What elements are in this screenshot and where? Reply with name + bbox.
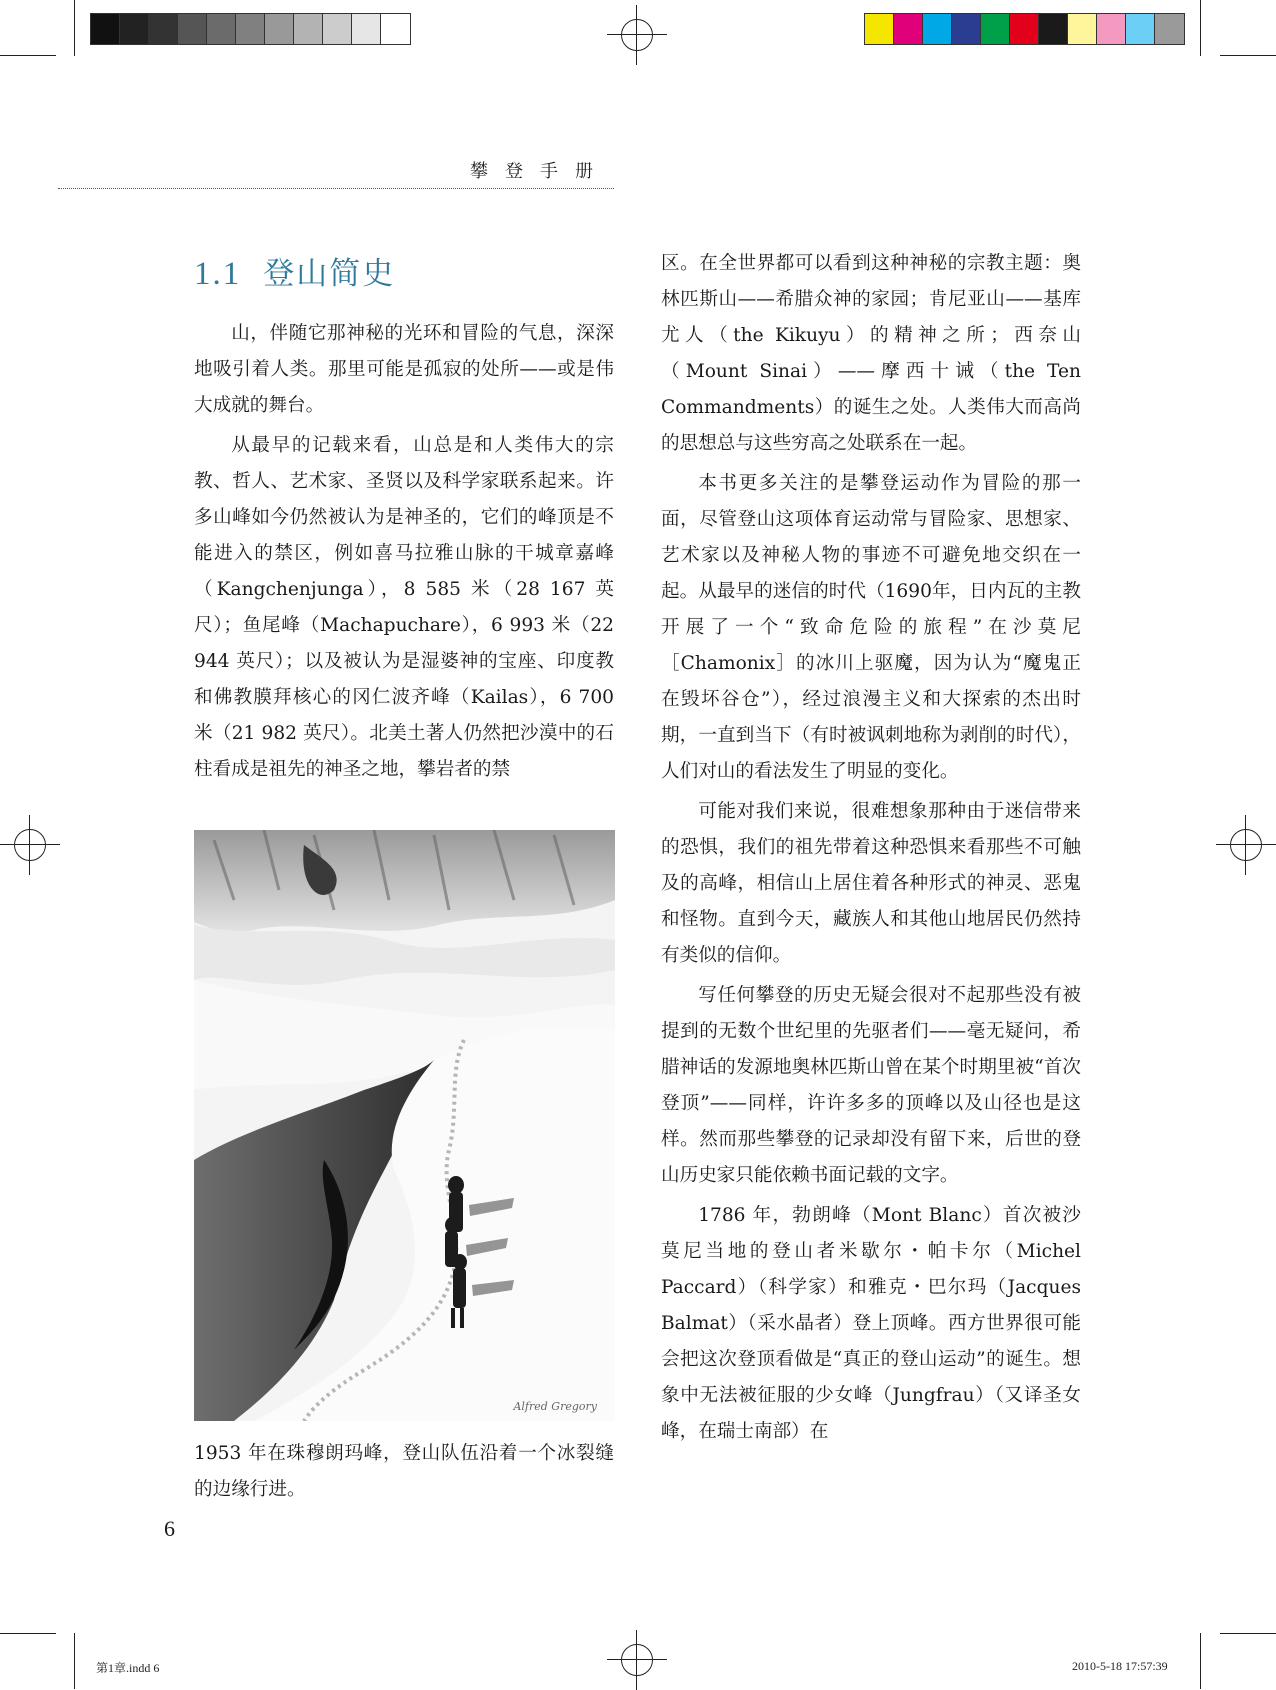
process-color-bar [864, 13, 1185, 45]
photographer-signature: Alfred Gregory [513, 1400, 597, 1413]
color-swatch [1155, 14, 1184, 44]
crop-mark [1220, 55, 1276, 56]
color-swatch [1126, 14, 1155, 44]
registration-mark-icon [0, 815, 60, 875]
crop-mark [1200, 1633, 1201, 1689]
color-swatch [323, 14, 352, 44]
mountaineering-photo [194, 830, 615, 1421]
color-swatch [178, 14, 207, 44]
color-swatch [952, 14, 981, 44]
registration-mark-icon [1216, 815, 1276, 875]
color-swatch [1068, 14, 1097, 44]
section-number: 1.1 [194, 256, 242, 292]
left-column [194, 316, 614, 792]
color-swatch [1010, 14, 1039, 44]
page-number: 6 [164, 1516, 175, 1541]
color-swatch [352, 14, 381, 44]
color-swatch [120, 14, 149, 44]
crop-mark [74, 0, 75, 56]
color-swatch [981, 14, 1010, 44]
header-rule [58, 188, 614, 189]
crop-mark [0, 1633, 56, 1634]
paragraph: 本书更多关注的是攀登运动作为冒险的那一面，尽管登山这项体育运动常与冒险家、思想家、艺术家以及神秘人物的事迹不可避免地交织在一起。从最早的迷信的时代（1690年，日内瓦的主教开展了一个“致命危险的旅程”在沙莫尼［Chamonix］的冰川上驱魔，因为认为“魔鬼正在毁坏谷仓”），经过浪漫主义和大探索的杰出时期，一直到当下（有时被讽刺地称为剥削的时代），人们对山的看法发生了明显的变化。 [661, 473, 1081, 782]
color-swatch [865, 14, 894, 44]
color-swatch [381, 14, 410, 44]
section-title: 登山简史 [263, 256, 396, 292]
paragraph: 可能对我们来说，很难想象那种由于迷信带来的恐惧，我们的祖先带着这种恐惧来看那些不可触及的高峰，相信山上居住着各种形式的神灵、恶鬼和怪物。直到今天，藏族人和其他山地居民仍然持有类似的信仰。 [661, 801, 1081, 966]
crop-mark [1220, 1633, 1276, 1634]
photo-caption: 1953 年在珠穆朗玛峰，登山队伍沿着一个冰裂缝的边缘行进。 [194, 1443, 614, 1500]
color-swatch [149, 14, 178, 44]
slug-date: 2010-5-18 17:57:39 [1072, 1659, 1168, 1673]
color-swatch [91, 14, 120, 44]
color-swatch [1039, 14, 1068, 44]
running-head: 攀登手册 [470, 161, 610, 182]
color-swatch [1097, 14, 1126, 44]
crop-mark [1200, 0, 1201, 56]
paragraph: 区。在全世界都可以看到这种神秘的宗教主题：奥林匹斯山——希腊众神的家园；肯尼亚山——基库尤人（the Kikuyu）的精神之所；西奈山（Mount Sinai）——摩西十诫（the Ten Commandments）的诞生之处。人类伟大而高尚的思想总与这些穷高之处联系在一起。 [661, 253, 1081, 454]
color-swatch [236, 14, 265, 44]
color-swatch [207, 14, 236, 44]
paragraph: 山，伴随它那神秘的光环和冒险的气息，深深地吸引着人类。那里可能是孤寂的处所——或是伟大成就的舞台。 [194, 323, 614, 416]
paragraph: 1786 年，勃朗峰（Mont Blanc）首次被沙莫尼当地的登山者米歇尔・帕卡尔（Michel Paccard）（科学家）和雅克・巴尔玛（Jacques Balmat）（采水晶者）登上顶峰。西方世界很可能会把这次登顶看做是“真正的登山运动”的诞生。想象中无法被征服的少女峰（Jungfrau）（又译圣女峰，在瑞士南部）在 [661, 1205, 1081, 1442]
slug-file: 第1章.indd 6 [96, 1661, 160, 1675]
paragraph: 写任何攀登的历史无疑会很对不起那些没有被提到的无数个世纪里的先驱者们——毫无疑问，希腊神话的发源地奥林匹斯山曾在某个时期里被“首次登顶”——同样，许许多多的顶峰以及山径也是这样。然而那些攀登的记录却没有留下来，后世的登山历史家只能依赖书面记载的文字。 [661, 985, 1081, 1186]
paragraph: 从最早的记载来看，山总是和人类伟大的宗教、哲人、艺术家、圣贤以及科学家联系起来。许多山峰如今仍然被认为是神圣的，它们的峰顶是不能进入的禁区，例如喜马拉雅山脉的干城章嘉峰（Kangchenjunga），8 585 米（28 167 英尺）；鱼尾峰（Machapuchare），6 993 米（22 944 英尺）；以及被认为是湿婆神的宝座、印度教和佛教膜拜核心的冈仁波齐峰（Kailas），6 700 米（21 982 英尺）。北美土著人仍然把沙漠中的石柱看成是祖先的神圣之地，攀岩者的禁 [194, 435, 614, 780]
registration-mark-icon [607, 1630, 667, 1690]
crop-mark [0, 55, 56, 56]
crop-mark [74, 1633, 75, 1689]
color-swatch [294, 14, 323, 44]
color-swatch [923, 14, 952, 44]
right-column [661, 246, 1081, 1454]
color-swatch [894, 14, 923, 44]
section-heading [194, 248, 395, 293]
grayscale-bar [90, 13, 411, 45]
registration-mark-icon [607, 5, 667, 65]
color-swatch [265, 14, 294, 44]
